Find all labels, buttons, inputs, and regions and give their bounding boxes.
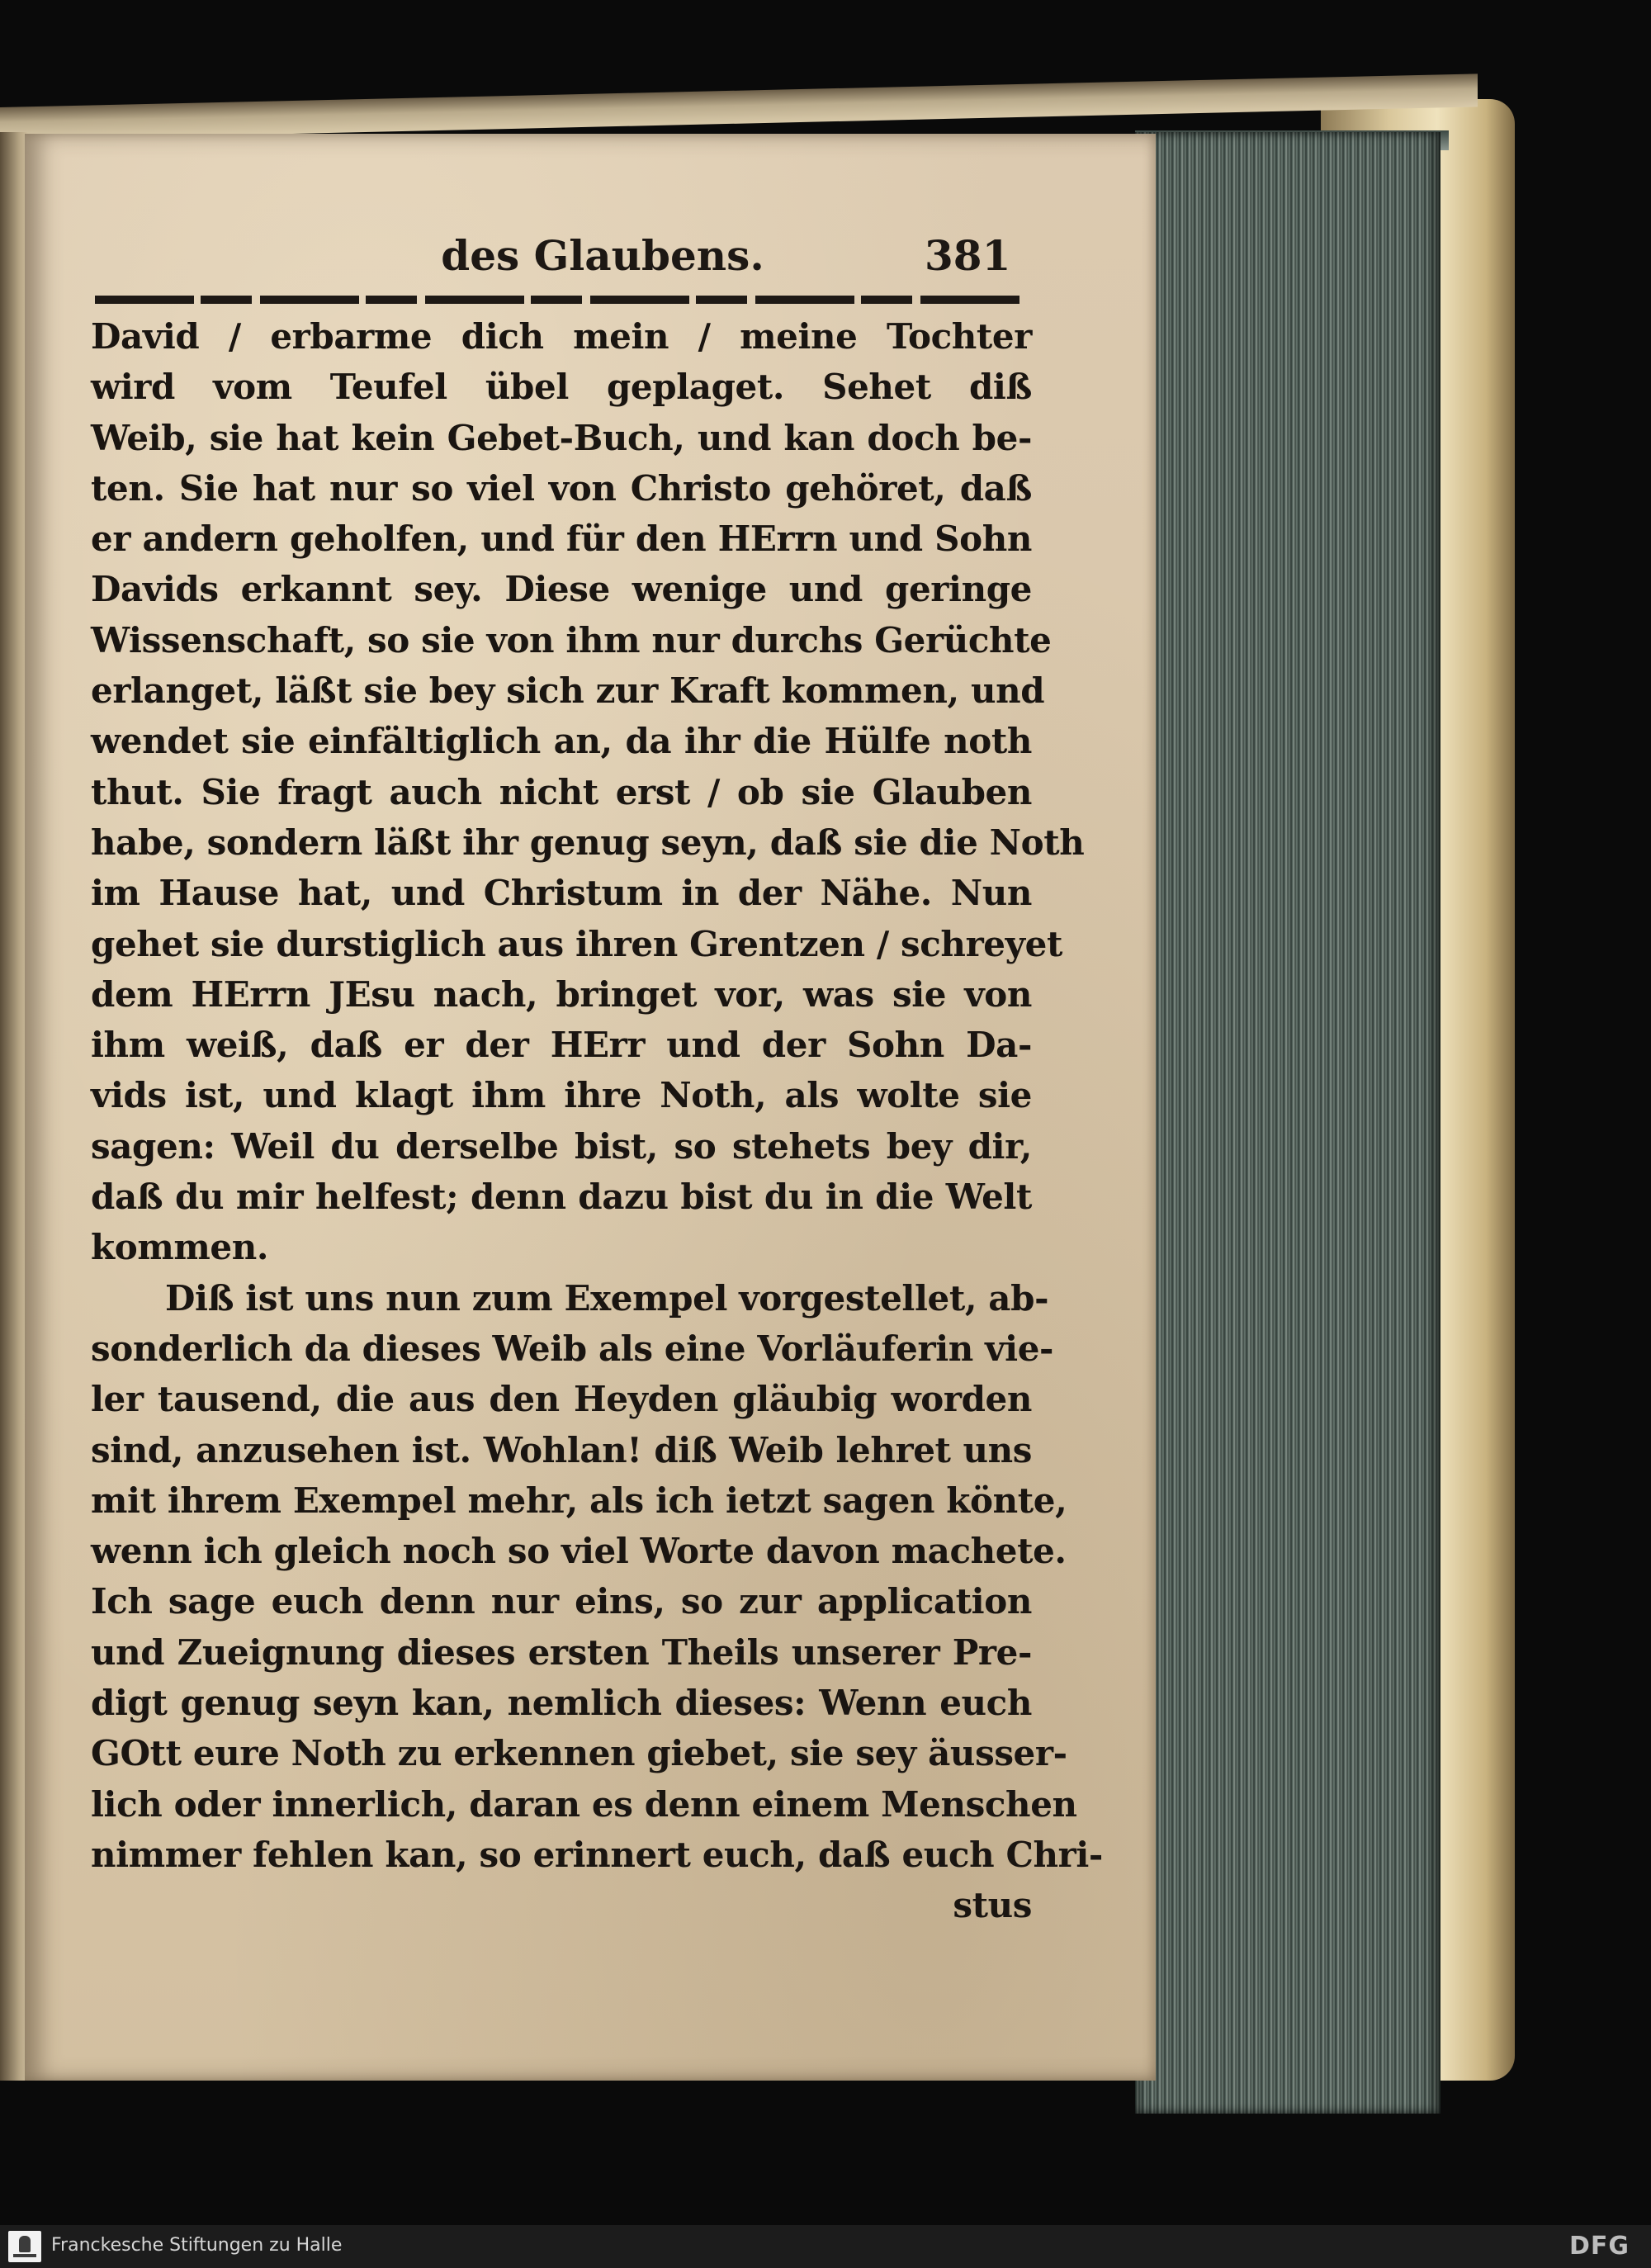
text-line: lich oder innerlich, daran es denn einem Menschen xyxy=(91,1783,1077,1825)
footer-institution: Franckesche Stiftungen zu Halle xyxy=(51,2235,343,2256)
text-line: wird vom Teufel übel geplaget. Sehet diß xyxy=(91,367,1032,408)
text-line: wenn ich gleich noch so viel Worte davon machete. xyxy=(91,1531,1067,1572)
header-rule xyxy=(95,296,1024,304)
text-line: GOtt eure Noth zu erkennen giebet, sie sey äusser- xyxy=(91,1733,1067,1774)
text-line: gehet sie durstiglich aus ihren Grentzen / schreyet xyxy=(91,923,1062,964)
text-line: Wissenschaft, so sie von ihm nur durchs Gerüchte xyxy=(91,619,1052,661)
text-line: David / erbarme dich mein / meine Tochter xyxy=(91,316,1032,357)
body-text xyxy=(91,311,1103,1931)
text-line: dem HErrn JEsu nach, bringet vor, was sie von xyxy=(91,973,1032,1015)
text-line: im Hause hat, und Christum in der Nähe. Nun xyxy=(91,873,1032,914)
text-line: Davids erkannt sey. Diese wenige und geringe xyxy=(91,569,1032,610)
text-line: habe, sondern läßt ihr genug seyn, daß sie die Noth xyxy=(91,821,1085,863)
text-line: thut. Sie fragt auch nicht erst / ob sie Glauben xyxy=(91,771,1032,812)
page-number: 381 xyxy=(925,231,1011,280)
text-line: sagen: Weil du derselbe bist, so stehets bey dir, xyxy=(91,1125,1032,1167)
text-line: und Zueignung dieses ersten Theils unserer Pre- xyxy=(91,1631,1032,1673)
text-line: daß du mir helfest; denn dazu bist du in die Welt xyxy=(91,1177,1032,1218)
institution-logo-icon xyxy=(8,2231,41,2262)
text-line: sonderlich da dieses Weib als eine Vorläuferin vie- xyxy=(91,1328,1054,1369)
text-line: nimmer fehlen kan, so erinnert euch, daß euch Chri- xyxy=(91,1834,1103,1875)
text-line: Ich sage euch denn nur eins, so zur application xyxy=(91,1581,1032,1622)
text-line: sind, anzusehen ist. Wohlan! diß Weib lehret uns xyxy=(91,1429,1032,1470)
dfg-logo: DFG xyxy=(1568,2232,1630,2261)
viewer-footer-bar xyxy=(0,2225,1651,2268)
text-line: Diß ist uns nun zum Exempel vorgestellet, ab- xyxy=(165,1277,1049,1319)
text-line: wendet sie einfältiglich an, da ihr die Hülfe noth xyxy=(91,721,1032,762)
text-line: kommen. xyxy=(91,1227,269,1268)
text-line: ten. Sie hat nur so viel von Christo gehöret, daß xyxy=(91,467,1032,509)
book-page xyxy=(25,134,1156,2081)
text-line: digt genug seyn kan, nemlich dieses: Wenn euch xyxy=(91,1683,1032,1724)
page-block-fore-edge xyxy=(1135,132,1440,2114)
text-line: ler tausend, die aus den Heyden gläubig worden xyxy=(91,1379,1032,1420)
text-line: Weib, sie hat kein Gebet-Buch, und kan doch be- xyxy=(91,417,1032,458)
text-line: erlanget, läßt sie bey sich zur Kraft kommen, und xyxy=(91,670,1045,712)
text-line: er andern geholfen, und für den HErrn und Sohn xyxy=(91,518,1032,560)
text-line: ihm weiß, daß er der HErr und der Sohn Da- xyxy=(91,1025,1032,1066)
catchword: stus xyxy=(953,1885,1032,1926)
running-head: des Glaubens. xyxy=(441,231,764,280)
text-line: mit ihrem Exempel mehr, als ich ietzt sagen könte, xyxy=(91,1480,1067,1521)
left-page-edge xyxy=(0,132,28,2081)
text-line: vids ist, und klagt ihm ihre Noth, als wolte sie xyxy=(91,1075,1032,1116)
